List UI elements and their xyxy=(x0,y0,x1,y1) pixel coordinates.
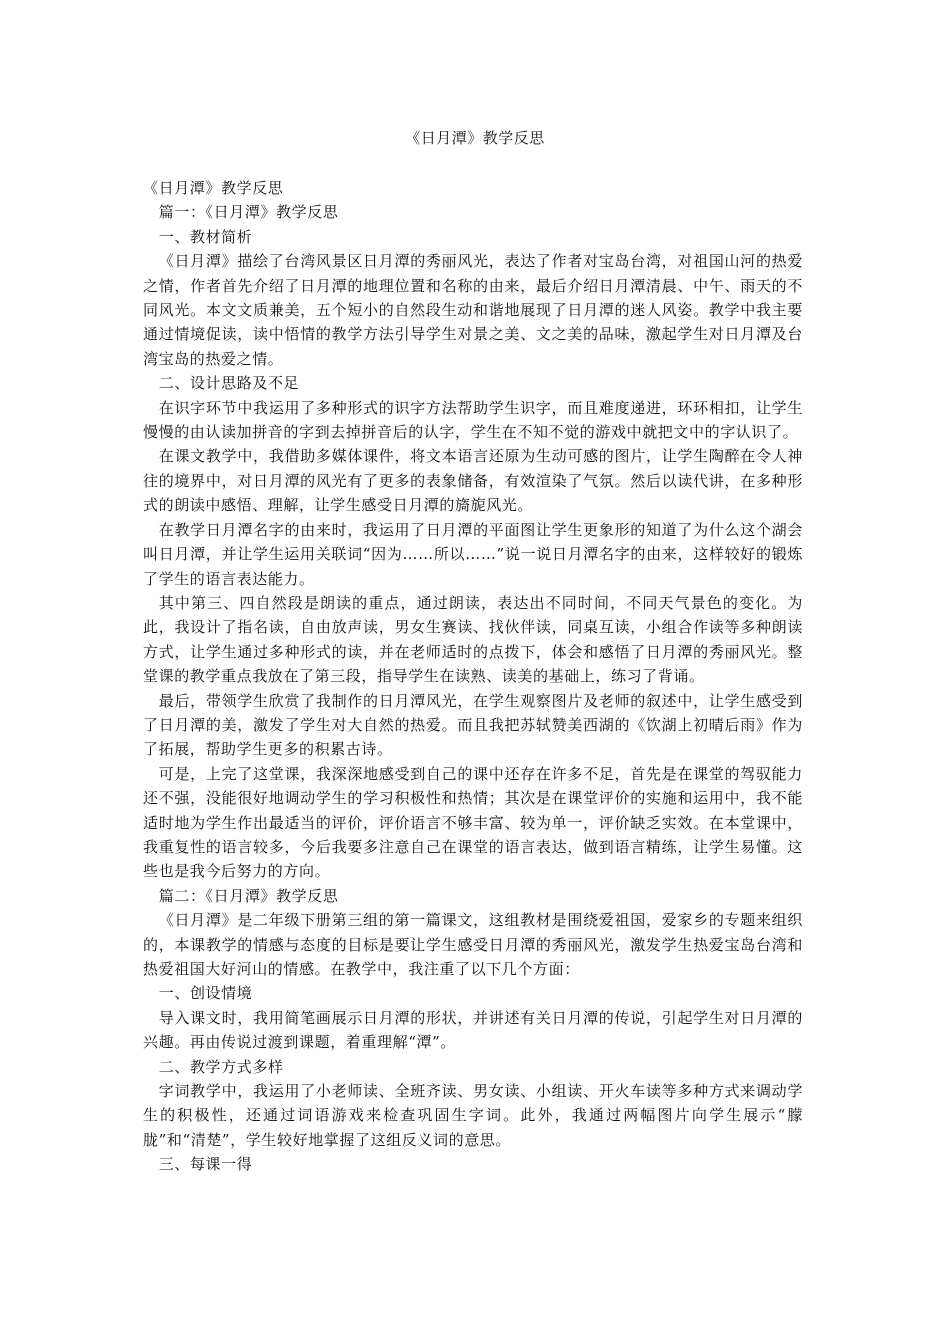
subheading-textbook-analysis: 一、教材简析 xyxy=(158,227,253,246)
paragraph: 其中第三、四自然段是朗读的重点，通过朗读，表达出不同时间，不同天气景色的变化。为此，我设计了指名读，自由放声读，男女生赛读、找伙伴读，同桌互读，小组合作读等多种朗读方式，让学生通过多种形式的读，并在老师适时的点拨下，体会和感悟了日月潭的秀丽风光。整堂课的教学重点我放在了第三段，指导学生在读熟、读美的基础上，练习了背诵。 xyxy=(143,593,803,686)
subheading-lesson-gain: 三、每课一得 xyxy=(158,1155,253,1174)
paragraph-heading: 《日月潭》教学反思 xyxy=(143,179,284,197)
paragraph: 在教学日月潭名字的由来时，我运用了日月潭的平面图让学生更象形的知道了为什么这个湖会叫日月潭，并让学生运用关联词“因为……所以……”说一说日月潭名字的由来，这样较好的锻炼了学生的语言表达能力。 xyxy=(143,520,803,588)
subheading-create-context: 一、创设情境 xyxy=(158,984,253,1003)
paragraph: 在识字环节中我运用了多种形式的识字方法帮助学生识字，而且难度递进，环环相扣，让学生慢慢的由认读加拼音的字到去掉拼音后的认字，学生在不知不觉的游戏中就把文中的字认识了。 xyxy=(143,398,803,442)
document-body xyxy=(143,176,803,1177)
paragraph: 《日月潭》是二年级下册第三组的第一篇课文，这组教材是围绕爱祖国，爱家乡的专题来组织的，本课教学的情感与态度的目标是要让学生感受日月潭的秀丽风光，激发学生热爱宝岛台湾和热爱祖国大好河山的情感。在教学中，我注重了以下几个方面： xyxy=(143,911,803,978)
paragraph: 《日月潭》描绘了台湾风景区日月潭的秀丽风光，表达了作者对宝岛台湾，对祖国山河的热爱之情，作者首先介绍了日月潭的地理位置和名称的由来，最后介绍日月潭清晨、中午、雨天的不同风光。本文文质兼美，五个短小的自然段生动和谐地展现了日月潭的迷人风姿。教学中我主要通过情境促读，读中悟情的教学方法引导学生对景之美、文之美的品味，激起学生对日月潭及台湾宝岛的热爱之情。 xyxy=(143,252,803,368)
section-heading-part-two: 篇二：《日月潭》教学反思 xyxy=(158,886,339,905)
paragraph: 最后，带领学生欣赏了我制作的日月潭风光，在学生观察图片及老师的叙述中，让学生感受到了日月潭的美，激发了学生对大自然的热爱。而且我把苏轼赞美西湖的《饮湖上初晴后雨》作为了拓展，帮助学生更多的积累古诗。 xyxy=(143,691,803,759)
subheading-teaching-methods: 二、教学方式多样 xyxy=(158,1057,284,1076)
subheading-design-ideas: 二、设计思路及不足 xyxy=(158,374,300,393)
paragraph: 导入课文时，我用简笔画展示日月潭的形状，并讲述有关日月潭的传说，引起学生对日月潭的兴趣。再由传说过渡到课题，着重理解“潭”。 xyxy=(143,1008,803,1052)
document-title: 《日月潭》教学反思 xyxy=(405,129,545,147)
paragraph: 字词教学中，我运用了小老师读、全班齐读、男女读、小组读、开火车读等多种方式来调动学生的积极性，还通过词语游戏来检查巩固生字词。此外，我通过两幅图片向学生展示“朦胧”和“清楚”，学生较好地掌握了这组反义词的意思。 xyxy=(143,1082,803,1149)
section-heading-part-one: 篇一：《日月潭》教学反思 xyxy=(158,203,339,222)
paragraph: 在课文教学中，我借助多媒体课件，将文本语言还原为生动可感的图片，让学生陶醉在令人神往的境界中，对日月潭的风光有了更多的表象储备，有效渲染了气氛。然后以读代讲，在多种形式的朗读中感悟、理解，让学生感受日月潭的旖旎风光。 xyxy=(143,447,803,515)
paragraph: 可是，上完了这堂课，我深深地感受到自己的课中还存在许多不足，首先是在课堂的驾驭能力还不强，没能很好地调动学生的学习积极性和热情；其次是在课堂评价的实施和运用中，我不能适时地为学生作出最适当的评价，评价语言不够丰富、较为单一，评价缺乏实效。在本堂课中，我重复性的语言较多，今后我要多注意自己在课堂的语言表达，做到语言精练，让学生易懂。这些也是我今后努力的方向。 xyxy=(143,764,803,881)
